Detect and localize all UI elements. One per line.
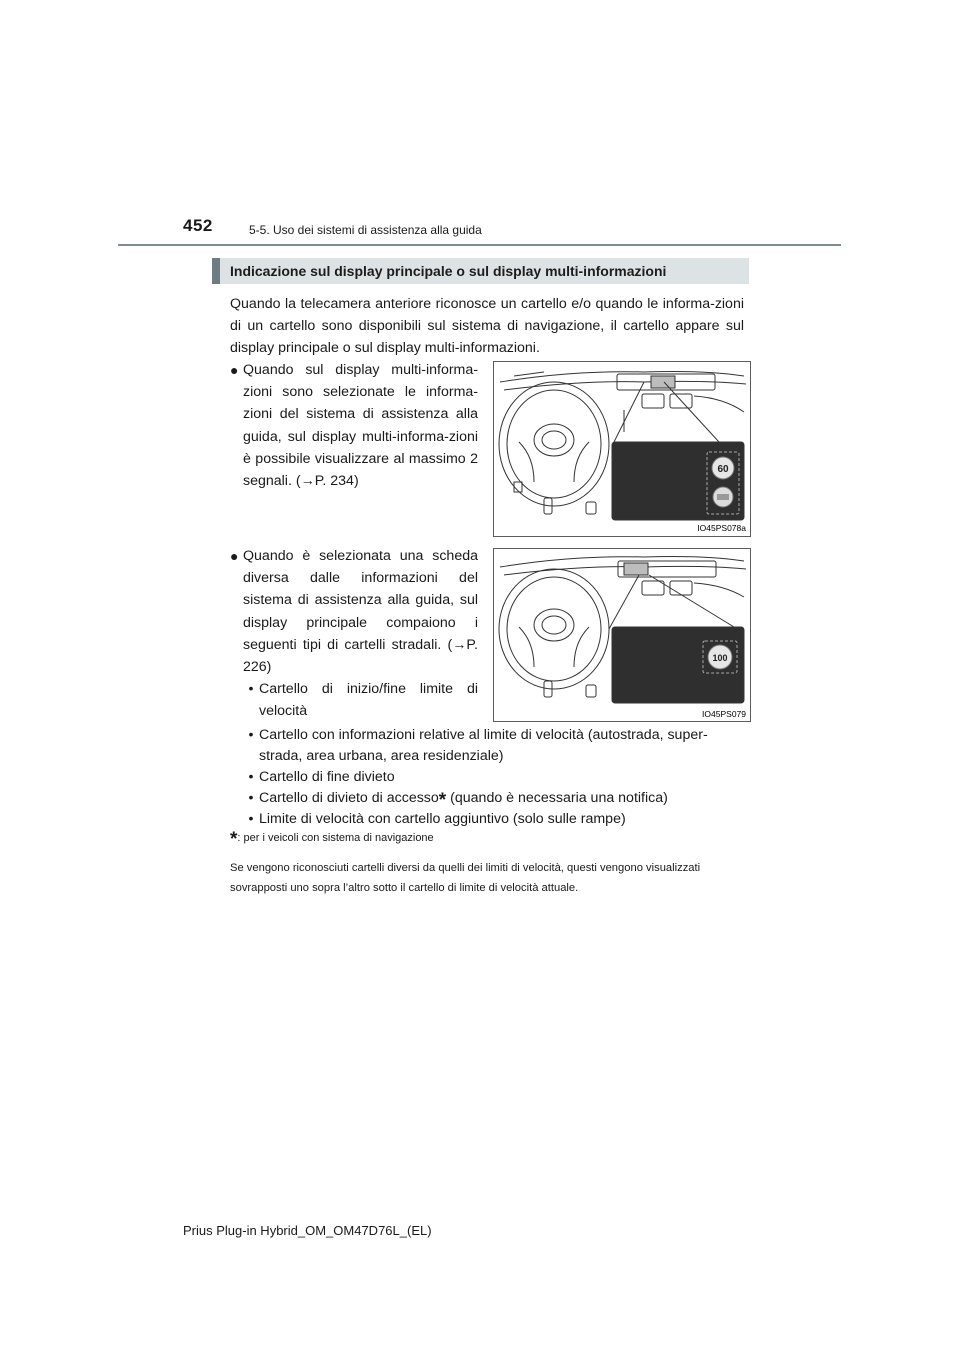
bullet-icon: ● [230, 548, 239, 564]
bullet-item-1 [230, 359, 478, 492]
speed-sign-100: 100 [712, 653, 728, 663]
footnote-text: : per i veicoli con sistema di navigazione [237, 832, 434, 844]
list-item-text-part: (quando è necessaria una notifica) [450, 790, 668, 806]
list-bullet-icon: • [248, 790, 254, 806]
figure-code: IO45PS078a [697, 523, 746, 533]
bullet-text: Quando è selezionata una scheda diversa dalle informazioni del sistema di assistenza alla guida, sul display principale compaiono i seguenti tipi di cartelli stradali. (→P. 226) [243, 548, 478, 676]
bullet-icon: ● [230, 362, 239, 378]
asterisk-mark: * [230, 829, 238, 850]
list-item [243, 767, 748, 788]
footnote [230, 829, 434, 850]
dashboard-illustration-2 [493, 548, 751, 722]
list-bullet-icon: • [248, 811, 254, 827]
dashboard-drawing [494, 362, 750, 536]
dashboard-drawing [494, 549, 750, 721]
section-title: 5-5. Uso dei sistemi di assistenza alla guida [249, 223, 482, 237]
list-item [243, 788, 748, 809]
bullet-item-2 [230, 545, 478, 723]
list-bullet-icon: • [248, 769, 254, 785]
footer-document-id: Prius Plug-in Hybrid_OM_OM47D76L_(EL) [183, 1223, 432, 1238]
header-rule [118, 244, 841, 246]
note-paragraph: Se vengono riconosciuti cartelli diversi da quelli dei limiti di velocità, questi vengono visualizzati sovrapposti uno sopra l’altro sotto il cartello di limite di velocità attuale. [230, 862, 701, 894]
list-item-text [259, 788, 748, 809]
page-number: 452 [183, 216, 213, 235]
section-heading-text: Indicazione sul display principale o sul display multi-informazioni [230, 263, 667, 279]
list-item [243, 678, 478, 722]
list-item-text-part: Cartello di divieto di accesso [259, 790, 439, 806]
list-bullet-icon: • [248, 727, 254, 743]
list-item-text: Cartello con informazioni relative al limite di velocità (autostrada, super-strada, area urbana, area residenziale) [259, 727, 708, 764]
list-item-text: Cartello di fine divieto [259, 769, 395, 785]
dashboard-illustration-1 [493, 361, 751, 537]
figure-code: IO45PS079 [702, 709, 746, 719]
intro-paragraph: Quando la telecamera anteriore riconosce un cartello e/o quando le informa-zioni di un cartello sono disponibili sul sistema di navigazione, il cartello appare sul display principale o sul display multi-informazioni. [230, 296, 744, 356]
asterisk-mark: * [438, 790, 447, 811]
section-heading [212, 258, 749, 284]
list-item-text: Limite di velocità con cartello aggiuntivo (solo sulle rampe) [259, 811, 626, 827]
list-item [243, 725, 748, 767]
list-item [243, 809, 748, 830]
list-item-text: Cartello di inizio/fine limite di velocità [259, 681, 478, 720]
bullet-text: Quando sul display multi-informa-zioni sono selezionate le informa-zioni del sistema di assistenza alla guida, sul display multi-informa-zioni è possibile visualizzare al massimo 2 segnali. (→P. 234) [243, 362, 478, 490]
speed-sign-60: 60 [717, 464, 729, 475]
sign-type-list [243, 725, 748, 830]
list-bullet-icon: • [248, 681, 254, 698]
